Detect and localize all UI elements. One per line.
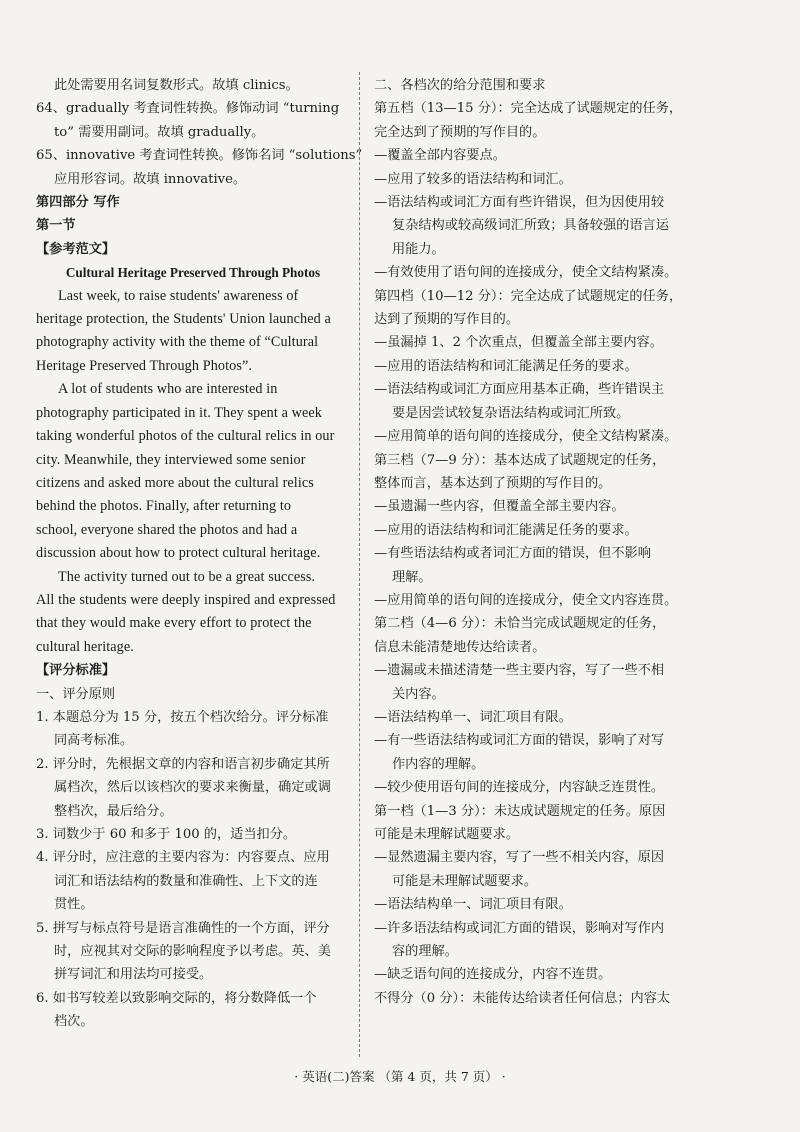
text-line: 时，应视其对交际的影响程度予以考虑。英、美	[54, 944, 331, 960]
text-line: 要是因尝试较复杂语法结构或词汇所致。	[392, 405, 630, 421]
text-line: 整档次，最后给分。	[54, 803, 173, 819]
text-line: 5. 拼写与标点符号是语言准确性的一个方面，评分	[36, 920, 330, 936]
text-line: 第一档（1—3 分）：未达成试题规定的任务。原因	[374, 803, 666, 819]
text-line: 65、innovative 考査词性转换。修饰名词 “solutions”	[36, 148, 363, 164]
right-column	[374, 74, 690, 1010]
text-line: 作内容的理解。	[392, 756, 485, 772]
text-line: —语法结构或词汇方面有些许错误，但为因使用较	[374, 195, 665, 211]
text-line: —遗漏或未描述清楚一些主要内容，写了一些不相	[374, 663, 665, 679]
text-line: 可能是未理解试题要求。	[392, 873, 538, 889]
text-line: cultural heritage.	[36, 638, 134, 655]
text-line: 此处需要用名词复数形式。故填 clinics。	[54, 78, 299, 93]
text-line: 关内容。	[392, 686, 445, 702]
text-line: 拼写词汇和用法均可接受。	[54, 967, 213, 983]
text-line: —虽漏掉 1、2 个次重点，但覆盖全部主要内容。	[374, 335, 663, 351]
text-line: —有一些语法结构或词汇方面的错误，影响了对写	[374, 733, 665, 749]
text-line: —语法结构或词汇方面应用基本正确，些许错误主	[374, 382, 665, 398]
text-line: 【参考范文】	[36, 241, 116, 257]
text-line: 一、评分原则	[36, 686, 116, 702]
text-line: 【评分标准】	[36, 663, 116, 679]
text-line: to” 需要用副词。故填 gradually。	[54, 124, 265, 140]
text-line: heritage protection, the Students' Union launched a	[36, 311, 331, 328]
text-line: that they would make every effort to protect the	[36, 615, 312, 632]
text-line: 二、各档次的给分范围和要求	[374, 78, 546, 93]
text-line: Last week, to raise students' awareness of	[58, 287, 299, 304]
text-line: taking wonderful photos of the cultural relics in our	[36, 428, 335, 445]
text-line: 第一节	[36, 218, 76, 234]
text-line: 第四部分 写作	[36, 195, 120, 211]
text-line: 第三档（7—9 分）：基本达成了试题规定的任务，	[374, 452, 666, 468]
text-line: —有些语法结构或者词汇方面的错误，但不影响	[374, 546, 651, 562]
text-line: —应用简单的语句间的连接成分，使全文结构紧凑。	[374, 429, 678, 445]
text-line: 1. 本题总分为 15 分，按五个档次给分。评分标准	[36, 709, 329, 725]
text-line: —虽遗漏一些内容，但覆盖全部主要内容。	[374, 499, 625, 515]
text-line: 理解。	[392, 569, 432, 585]
text-line: photography participated in it. They spent a week	[36, 404, 322, 421]
text-line: citizens and asked more about the cultural relics	[36, 474, 314, 491]
text-line: 整体而言，基本达到了预期的写作目的。	[374, 475, 612, 491]
text-line: —覆盖全部内容要点。	[374, 148, 506, 164]
text-line: Heritage Preserved Through Photos”.	[36, 357, 253, 374]
text-line: The activity turned out to be a great success.	[58, 568, 316, 585]
text-line: 完全达到了预期的写作目的。	[374, 124, 546, 140]
page-footer: · 英语(二)答案 （第 4 页，共 7 页） ·	[294, 1069, 506, 1084]
text-line: 可能是未理解试题要求。	[374, 827, 520, 842]
text-line: 应用形容词。故填 innovative。	[54, 171, 247, 187]
text-line: photography activity with the theme of “Cultural	[36, 334, 319, 351]
text-line: 复杂结构或较高级词汇所致；具备较强的语言运	[392, 218, 669, 234]
text-line: —应用的语法结构和词汇能满足任务的要求。	[374, 522, 638, 538]
text-line: 同高考标准。	[54, 733, 134, 749]
left-column	[36, 74, 363, 1034]
text-line: school, everyone shared the photos and had a	[36, 521, 298, 538]
text-line: 不得分（0 分）：未能传达给读者任何信息；内容太	[374, 990, 671, 1006]
text-line: —应用简单的语句间的连接成分，使全文内容连贯。	[374, 592, 678, 608]
text-line: —许多语法结构或词汇方面的错误，影响对写作内	[374, 920, 665, 936]
text-line: 3. 词数少于 60 和多于 100 的，适当扣分。	[36, 827, 297, 842]
text-line: —应用了较多的语法结构和词汇。	[374, 171, 572, 187]
text-line: A lot of students who are interested in	[58, 381, 278, 398]
text-line: 贯性。	[54, 897, 94, 913]
column-divider	[359, 72, 360, 1057]
text-line: city. Meanwhile, they interviewed some senior	[36, 451, 306, 468]
text-line: 词汇和语法结构的数量和准确性、上下文的连	[54, 873, 318, 889]
text-line: 第二档（4—6 分）：未恰当完成试题规定的任务，	[374, 616, 666, 632]
text-line: 2. 评分时，先根据文章的内容和语言初步确定其所	[36, 756, 330, 772]
text-line: 信息未能清楚地传达给读者。	[374, 639, 546, 655]
text-line: All the students were deeply inspired and expressed	[36, 591, 336, 608]
text-line: 4. 评分时，应注意的主要内容为：内容要点、应用	[36, 850, 330, 866]
text-line: 档次。	[54, 1014, 94, 1030]
text-line: 属档次，然后以该档次的要求来衡量，确定或调	[54, 780, 331, 796]
text-line: 6. 如书写较差以致影响交际的，将分数降低一个	[36, 990, 317, 1006]
text-line: 达到了预期的写作目的。	[374, 312, 520, 328]
text-line: —应用的语法结构和词汇能满足任务的要求。	[374, 358, 638, 374]
text-line: 容的理解。	[392, 944, 458, 960]
text-line: 用能力。	[392, 241, 445, 257]
text-line: —缺乏语句间的连接成分，内容不连贯。	[374, 967, 612, 983]
text-line: 64、gradually 考査词性转换。修饰动词 “turning	[36, 101, 340, 117]
text-line: behind the photos. Finally, after returning to	[36, 498, 292, 515]
text-line: discussion about how to protect cultural heritage.	[36, 545, 321, 562]
text-line: —语法结构单一、词汇项目有限。	[374, 709, 572, 725]
text-line: 第四档（10—12 分）：完全达成了试题规定的任务，	[374, 288, 683, 304]
text-line: 第五档（13—15 分）：完全达成了试题规定的任务，	[374, 101, 683, 117]
text-line: —有效使用了语句间的连接成分，使全文结构紧凑。	[374, 265, 678, 281]
text-line: —语法结构单一、词汇项目有限。	[374, 897, 572, 913]
text-line: Cultural Heritage Preserved Through Photos	[65, 265, 321, 281]
text-line: —显然遗漏主要内容，写了一些不相关内容，原因	[374, 850, 665, 866]
text-line: —较少使用语句间的连接成分，内容缺乏连贯性。	[374, 780, 665, 796]
